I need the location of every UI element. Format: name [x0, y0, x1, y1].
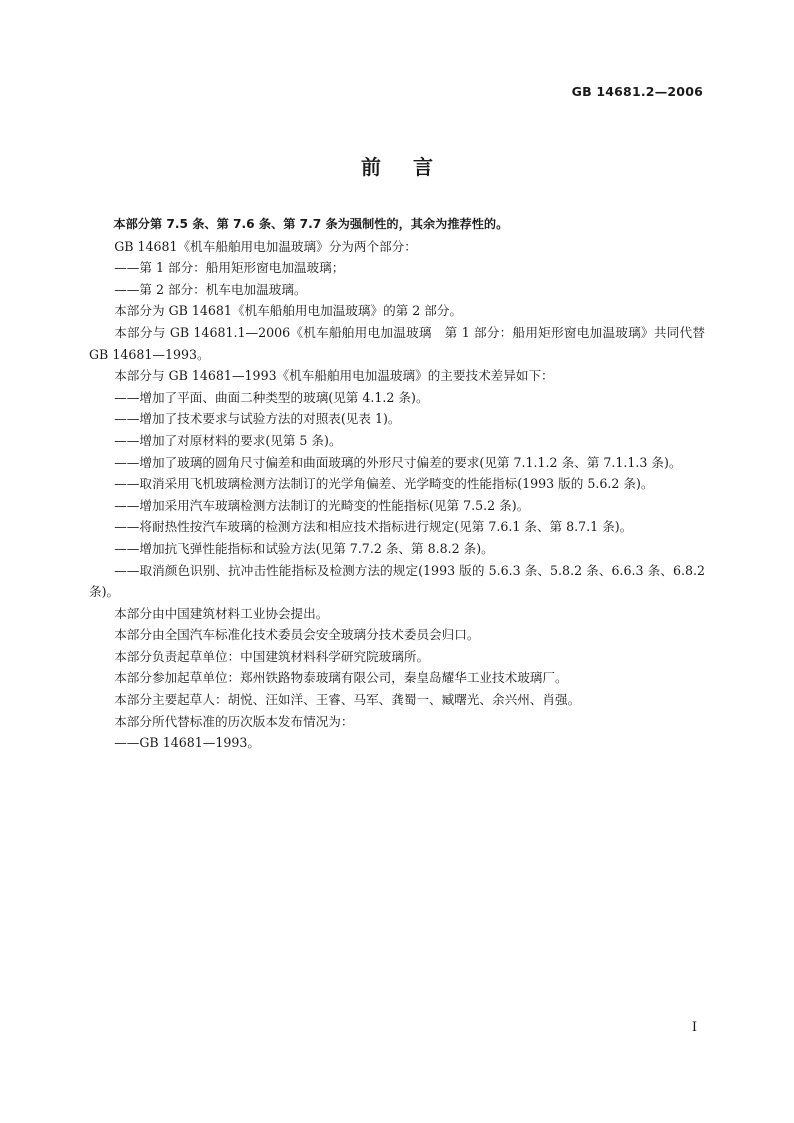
foreword-body: [89, 214, 705, 754]
paragraph: 本部分负责起草单位：中国建筑材料科学研究院玻璃所。: [114, 648, 430, 664]
paragraph-mandatory-clauses: 本部分第 7.5 条、第 7.6 条、第 7.7 条为强制性的，其余为推荐性的。: [113, 217, 509, 231]
paragraph: 本部分主要起草人：胡悦、汪如洋、王睿、马军、龚蜀一、臧曙光、余兴州、肖强。: [114, 692, 581, 708]
list-item: ——取消采用飞机玻璃检测方法制订的光学角偏差、光学畸变的性能指标(1993 版的 5.6.2 条)。: [114, 476, 654, 492]
paragraph: 本部分所代替标准的历次版本发布情况为：: [114, 713, 354, 729]
paragraph: GB 14681《机车船舶用电加温玻璃》分为两个部分：: [114, 238, 417, 254]
paragraph: 本部分由全国汽车标准化技术委员会安全玻璃分技术委员会归口。: [114, 627, 480, 643]
list-item: ——增加了对原材料的要求(见第 5 条)。: [114, 432, 342, 448]
list-item: ——第 1 部分：船用矩形窗电加温玻璃；: [114, 260, 345, 276]
list-item: ——增加采用汽车玻璃检测方法制订的光畸变的性能指标(见第 7.5.2 条)。: [114, 497, 530, 513]
list-item: ——取消颜色识别、抗冲击性能指标及检测方法的规定(1993 版的 5.6.3 条、5.8.2 条、6.6.3 条、6.8.2 条)。: [89, 562, 705, 600]
list-item: ——增加抗飞弹性能指标和试验方法(见第 7.7.2 条、第 8.8.2 条)。: [114, 540, 494, 556]
page-number: I: [691, 1020, 697, 1035]
paragraph: 本部分为 GB 14681《机车船舶用电加温玻璃》的第 2 部分。: [114, 303, 463, 319]
list-item: ——第 2 部分：机车电加温玻璃。: [114, 281, 307, 297]
paragraph: 本部分与 GB 14681—1993《机车船舶用电加温玻璃》的主要技术差异如下：: [114, 368, 554, 384]
list-item: ——GB 14681—1993。: [114, 735, 260, 751]
list-item: ——将耐热性按汽车玻璃的检测方法和相应技术指标进行规定(见第 7.6.1 条、第 8.7.1 条)。: [114, 519, 633, 535]
paragraph: 本部分与 GB 14681.1—2006《机车船舶用电加温玻璃 第 1 部分：船用矩形窗电加温玻璃》共同代替 GB 14681—1993。: [89, 324, 705, 362]
standard-number: GB 14681.2—2006: [571, 84, 703, 99]
list-item: ——增加了平面、曲面二种类型的玻璃(见第 4.1.2 条)。: [114, 389, 429, 405]
paragraph: 本部分参加起草单位：郑州铁路物泰玻璃有限公司，秦皇岛耀华工业技术玻璃厂。: [114, 670, 568, 686]
list-item: ——增加了技术要求与试验方法的对照表(见表 1)。: [114, 411, 401, 427]
page-title: 前言: [361, 155, 465, 179]
paragraph: 本部分由中国建筑材料工业协会提出。: [114, 605, 329, 621]
list-item: ——增加了玻璃的圆角尺寸偏差和曲面玻璃的外形尺寸偏差的要求(见第 7.1.1.2 条、第 7.1.1.3 条)。: [114, 454, 682, 470]
